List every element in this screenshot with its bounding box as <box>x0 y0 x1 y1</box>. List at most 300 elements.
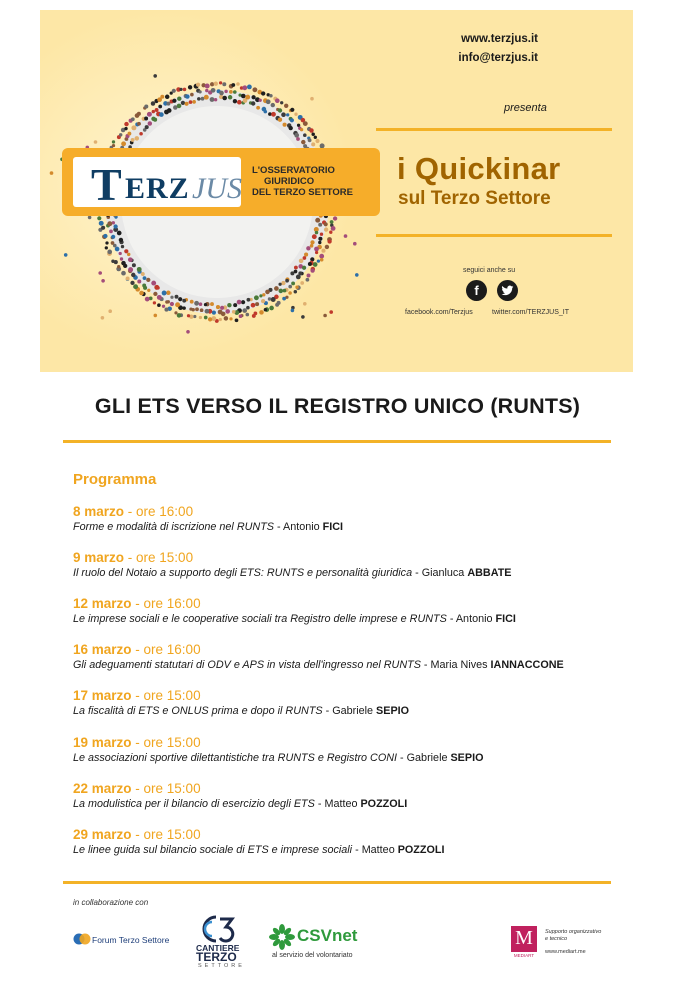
crowd-person <box>190 93 194 97</box>
crowd-person <box>137 112 141 116</box>
crowd-person <box>222 82 226 86</box>
event-time: ore 15:00 <box>143 780 201 796</box>
crowd-person <box>172 89 176 93</box>
crowd-person <box>128 267 133 272</box>
crowd-person <box>112 144 115 147</box>
crowd-person <box>97 216 101 220</box>
crowd-person <box>290 108 294 112</box>
accent-bar-top <box>376 128 612 131</box>
mediart-wordmark: MEDIART <box>513 953 535 958</box>
crowd-person <box>165 95 169 99</box>
speaker-last-name: SEPIO <box>450 751 484 764</box>
crowd-person <box>197 97 201 101</box>
email-link[interactable]: info@terzjus.it <box>458 52 538 64</box>
crowd-person <box>252 314 256 318</box>
crowd-person <box>279 289 284 294</box>
crowd-person <box>121 261 126 266</box>
crowd-person <box>177 96 181 100</box>
crowd-person <box>275 303 279 307</box>
crowd-person <box>131 273 135 277</box>
crowd-person <box>265 290 270 295</box>
crowd-person <box>119 238 123 242</box>
crowd-person <box>166 291 171 296</box>
crowd-person <box>112 140 115 143</box>
crowd-person <box>204 316 208 320</box>
crowd-person <box>245 95 250 100</box>
crowd-person <box>271 112 276 117</box>
crowd-person <box>137 279 141 283</box>
crowd-person <box>310 240 314 244</box>
crowd-person <box>283 123 287 127</box>
crowd-person <box>205 84 210 89</box>
event-date-line: 19 marzo - ore 15:00 <box>73 734 201 750</box>
crowd-person <box>147 289 150 292</box>
crowd-person <box>121 141 126 146</box>
crowd-person <box>320 232 323 235</box>
crowd-person <box>319 254 324 259</box>
crowd-person <box>259 294 262 297</box>
event-topic: Le linee guida sul bilancio sociale di ETS e imprese sociali <box>73 843 353 856</box>
cantiere-text-1: CANTIERE <box>196 943 240 953</box>
twitter-link[interactable]: twitter.com/TERZJUS_IT <box>492 309 570 316</box>
crowd-person <box>280 101 283 104</box>
event-date-line: 12 marzo - ore 16:00 <box>73 596 201 612</box>
speaker-last-name: ABBATE <box>467 567 512 580</box>
crowd-person <box>246 306 250 310</box>
event-date: 8 marzo <box>73 504 125 519</box>
crowd-person <box>242 85 247 90</box>
crowd-person <box>327 239 331 243</box>
terzjus-logo <box>62 148 380 216</box>
logo-tagline-line: GIURIDICO <box>264 176 315 187</box>
crowd-person <box>261 91 265 95</box>
crowd-person <box>210 82 214 86</box>
crowd-person <box>187 314 190 317</box>
crowd-person <box>228 95 233 100</box>
crowd-person <box>152 110 155 113</box>
crowd-person <box>300 281 304 285</box>
crowd-person <box>315 218 320 223</box>
crowd-person <box>321 249 325 253</box>
crowd-person <box>145 125 149 129</box>
csvnet-text: CSVnet <box>297 926 358 945</box>
event-date: 9 marzo <box>73 550 125 566</box>
crowd-person <box>186 330 190 334</box>
crowd-person <box>313 262 318 267</box>
crowd-person <box>264 308 267 311</box>
cantiere-text-2: TERZO <box>196 950 237 964</box>
crowd-person <box>306 246 310 250</box>
crowd-person <box>320 258 324 262</box>
event-topic: Le imprese sociali e le cooperative sociali tra Registro delle imprese e RUNTS <box>73 613 447 626</box>
crowd-person <box>153 118 157 122</box>
event-description: Le associazioni sportive dilettantistiche tra RUNTS e Registro CONI - Gabriele SEPIO <box>73 751 484 764</box>
crowd-person <box>159 112 164 117</box>
crowd-person <box>131 125 136 130</box>
crowd-person <box>154 314 158 318</box>
crowd-person <box>330 220 334 224</box>
crowd-person <box>167 108 172 113</box>
crowd-person <box>101 316 105 320</box>
event-description: La fiscalità di ETS e ONLUS prima e dopo il RUNTS - Gabriele SEPIO <box>73 705 410 718</box>
crowd-person <box>344 234 348 238</box>
event-time: ore 16:00 <box>136 504 194 519</box>
crowd-person <box>308 262 312 266</box>
facebook-icon[interactable]: f <box>466 280 487 301</box>
twitter-icon[interactable] <box>497 280 518 301</box>
crowd-person <box>131 117 135 121</box>
logo-letter-t: T <box>91 159 122 210</box>
crowd-person <box>113 224 117 228</box>
crowd-person <box>233 303 237 307</box>
crowd-person <box>210 97 215 102</box>
event-description: La modulistica per il bilancio di esercizio degli ETS - Matteo POZZOLI <box>73 797 408 810</box>
crowd-person <box>259 310 264 315</box>
crowd-person <box>99 221 104 226</box>
crowd-person <box>259 99 262 102</box>
logo-wordmark-box <box>73 157 242 210</box>
crowd-person <box>264 110 268 114</box>
crowd-person <box>251 95 255 99</box>
crowd-person <box>124 127 127 130</box>
crowd-person <box>212 311 216 315</box>
crowd-person <box>304 253 308 257</box>
crowd-person <box>255 302 259 306</box>
mediart-site: www.mediart.me <box>545 949 586 955</box>
crowd-person <box>88 216 92 220</box>
crowd-person <box>139 132 143 136</box>
event-date-line: 29 marzo - ore 15:00 <box>73 826 201 842</box>
crowd-person <box>303 302 307 306</box>
crowd-person <box>323 314 327 318</box>
crowd-person <box>329 310 333 314</box>
crowd-person <box>107 250 112 255</box>
speaker-last-name: FICI <box>495 613 516 626</box>
crowd-person <box>160 95 164 99</box>
event-date: 17 marzo <box>73 688 132 704</box>
crowd-person <box>275 98 280 103</box>
crowd-person <box>231 83 235 87</box>
crowd-person <box>301 140 305 144</box>
crowd-person <box>251 101 255 105</box>
event-date-line: 9 marzo - ore 15:00 <box>73 550 194 566</box>
crowd-person <box>306 278 310 282</box>
event-date: 12 marzo <box>73 596 132 612</box>
crowd-person <box>131 138 135 142</box>
crowd-person <box>308 138 312 142</box>
crowd-person <box>127 253 130 256</box>
crowd-person <box>190 300 194 304</box>
facebook-link[interactable]: facebook.com/Terzjus <box>405 309 473 316</box>
event-date: 16 marzo <box>73 642 132 658</box>
crowd-person <box>225 309 230 314</box>
crowd-person <box>162 305 165 308</box>
cantiere-text-3: SETTORE <box>198 963 245 969</box>
crowd-person <box>50 171 54 175</box>
crowd-person <box>291 309 295 313</box>
crowd-person <box>154 285 159 290</box>
crowd-person <box>294 290 297 293</box>
quickinar-subtitle: sul Terzo Settore <box>398 188 551 209</box>
crowd-person <box>284 104 288 108</box>
crowd-person <box>211 88 216 93</box>
crowd-person <box>266 99 271 104</box>
crowd-person <box>142 284 146 288</box>
crowd-person <box>296 137 300 141</box>
event-date-line: 17 marzo - ore 15:00 <box>73 688 201 704</box>
crowd-person <box>105 246 108 249</box>
crowd-person <box>278 108 282 112</box>
crowd-person <box>139 291 144 296</box>
event-time: ore 15:00 <box>143 688 201 704</box>
program-event <box>73 503 343 534</box>
event-time: ore 15:00 <box>136 550 194 566</box>
crowd-person <box>108 309 112 313</box>
crowd-person <box>144 117 148 121</box>
crowd-person <box>165 300 168 303</box>
title-underline <box>63 440 611 443</box>
crowd-person <box>181 101 185 105</box>
crowd-person <box>324 227 328 231</box>
crowd-person <box>233 90 237 94</box>
crowd-person <box>175 302 180 307</box>
crowd-person <box>254 295 259 300</box>
crowd-person <box>175 295 179 299</box>
event-time: ore 16:00 <box>143 596 201 612</box>
event-description: Il ruolo del Notaio a supporto degli ETS: RUNTS e personalità giuridica - Gianluca ABBATE <box>73 567 512 580</box>
crowd-person <box>314 247 319 252</box>
crowd-person <box>115 247 120 252</box>
crowd-person <box>147 112 152 117</box>
crowd-person <box>232 310 236 314</box>
speaker-first-name: Antonio <box>283 521 320 533</box>
crowd-person <box>268 297 271 300</box>
event-topic: Gli adeguamenti statutari di ODV e APS in vista dell'ingresso nel RUNTS <box>73 659 421 672</box>
crowd-person <box>162 291 167 296</box>
logo-tagline-line: L'OSSERVATORIO <box>252 165 335 176</box>
crowd-person <box>157 303 161 307</box>
crowd-person <box>247 298 251 302</box>
crowd-person <box>155 108 159 112</box>
crowd-person <box>153 74 157 78</box>
crowd-person <box>241 94 246 99</box>
crowd-person <box>233 99 237 103</box>
crowd-person <box>185 94 189 98</box>
crowd-person <box>331 226 336 231</box>
crowd-person <box>145 297 150 302</box>
crowd-person <box>315 139 319 143</box>
crowd-person <box>111 241 115 245</box>
crowd-person <box>294 133 299 138</box>
crowd-person <box>261 299 265 303</box>
crowd-person <box>111 235 115 239</box>
crowd-person <box>105 241 108 244</box>
crowd-person <box>285 279 289 283</box>
crowd-person <box>317 259 320 262</box>
program-event <box>73 780 407 811</box>
crowd-person <box>120 257 123 260</box>
crowd-person <box>315 251 318 254</box>
crowd-person <box>179 88 182 91</box>
crowd-person <box>182 306 186 310</box>
event-date: 19 marzo <box>73 734 132 750</box>
crowd-person <box>189 307 192 310</box>
crowd-person <box>295 286 298 289</box>
crowd-person <box>237 100 242 105</box>
crowd-person <box>219 81 222 84</box>
crowd-person <box>310 97 314 101</box>
crowd-person <box>300 128 303 131</box>
crowd-person <box>290 118 294 122</box>
crowd-person <box>172 99 176 103</box>
crowd-person <box>185 102 189 106</box>
program-event <box>73 826 445 857</box>
event-topic: La fiscalità di ETS e ONLUS prima e dopo il RUNTS <box>73 705 323 718</box>
crowd-person <box>274 286 279 291</box>
crowd-person <box>325 245 329 249</box>
crowd-person <box>318 237 322 241</box>
logo-letters-erz: ERZ <box>125 172 190 205</box>
crowd-person <box>127 132 131 136</box>
crowd-person <box>333 216 337 220</box>
crowd-person <box>208 317 212 321</box>
crowd-person <box>132 263 136 267</box>
event-description: Le imprese sociali e le cooperative sociali tra Registro delle imprese e RUNTS - Antonio FICI <box>73 613 516 626</box>
crowd-person <box>178 297 182 301</box>
crowd-person <box>174 311 177 314</box>
crowd-person <box>303 121 308 126</box>
event-topic: Le associazioni sportive dilettantistiche tra RUNTS e Registro CONI <box>73 751 398 764</box>
crowd-person <box>269 94 273 98</box>
crowd-person <box>251 303 256 308</box>
crowd-person <box>235 318 239 322</box>
logo-tagline-line: DEL TERZO SETTORE <box>252 187 353 198</box>
event-date-line: 8 marzo - ore 16:00 <box>73 504 194 519</box>
event-description: Forme e modalità di iscrizione nel RUNTS - Antonio FICI <box>73 521 344 533</box>
crowd-person <box>107 221 112 226</box>
crowd-person <box>219 91 224 96</box>
speaker-first-name: Gabriele <box>332 705 374 718</box>
crowd-person <box>151 281 156 286</box>
program-event <box>73 687 409 718</box>
crowd-person <box>128 257 133 262</box>
crowd-person <box>281 112 286 117</box>
mediart-text-2: e tecnico <box>545 936 568 942</box>
crowd-person <box>222 96 227 101</box>
crowd-person <box>130 281 134 285</box>
crowd-person <box>101 279 105 283</box>
website-link[interactable]: www.terzjus.it <box>461 33 538 45</box>
crowd-person <box>303 256 307 260</box>
crowd-person <box>294 266 298 270</box>
follow-label: seguici anche su <box>463 267 516 274</box>
crowd-person <box>311 142 315 146</box>
crowd-person <box>119 133 122 136</box>
crowd-person <box>144 104 148 108</box>
crowd-person <box>288 291 292 295</box>
program-event <box>73 734 483 765</box>
crowd-person <box>318 241 321 244</box>
crowd-person <box>177 104 182 109</box>
event-date-line: 16 marzo - ore 16:00 <box>73 642 201 658</box>
speaker-first-name: Gianluca <box>421 567 465 580</box>
crowd-person <box>205 89 208 92</box>
crowd-person <box>164 308 168 312</box>
crowd-person <box>310 268 314 272</box>
program-label: Programma <box>73 471 157 488</box>
mediart-text-1: Supporto organizzativo <box>545 929 602 935</box>
crowd-person <box>299 259 304 264</box>
crowd-person <box>218 310 223 315</box>
crowd-person <box>135 136 140 141</box>
crowd-person <box>214 82 218 86</box>
crowd-person <box>204 95 209 100</box>
crowd-person <box>198 90 201 93</box>
crowd-person <box>227 303 231 307</box>
crowd-person <box>256 106 260 110</box>
mediart-mark: M <box>511 926 537 952</box>
crowd-person <box>262 293 265 296</box>
crowd-person <box>278 283 281 286</box>
crowd-person <box>310 257 314 261</box>
crowd-person <box>210 302 214 306</box>
crowd-person <box>246 313 250 317</box>
crowd-person <box>157 295 162 300</box>
crowd-person <box>324 222 328 226</box>
crowd-person <box>294 113 297 116</box>
crowd-person <box>194 301 199 306</box>
main-title: GLI ETS VERSO IL REGISTRO UNICO (RUNTS) <box>94 394 581 418</box>
crowd-person <box>182 299 186 303</box>
crowd-person <box>224 316 229 321</box>
crowd-person <box>224 90 227 93</box>
crowd-person <box>314 136 317 139</box>
crowd-person <box>311 133 314 136</box>
crowd-person <box>103 234 107 238</box>
crowd-person <box>236 82 240 86</box>
crowd-person <box>281 281 285 285</box>
speaker-last-name: POZZOLI <box>397 843 445 856</box>
crowd-person <box>199 316 202 319</box>
speaker-first-name: Matteo <box>361 843 395 856</box>
crowd-person <box>288 285 292 289</box>
speaker-first-name: Gabriele <box>406 751 448 764</box>
crowd-person <box>329 231 332 234</box>
logo-tagline <box>252 165 353 198</box>
crowd-person <box>353 242 357 246</box>
collab-label: in collaborazione con <box>73 898 149 907</box>
event-topic: La modulistica per il bilancio di esercizio degli ETS <box>73 797 315 810</box>
crowd-person <box>192 100 196 104</box>
crowd-person <box>177 313 182 318</box>
event-topic: Il ruolo del Notaio a supporto degli ETS: RUNTS e personalità giuridica <box>73 567 413 580</box>
crowd-person <box>193 315 196 318</box>
crowd-person <box>137 122 141 126</box>
event-time: ore 15:00 <box>143 826 201 842</box>
crowd-person <box>290 271 294 275</box>
crowd-person <box>109 230 113 234</box>
crowd-person <box>124 122 128 126</box>
crowd-person <box>151 101 156 106</box>
program-event <box>73 641 564 672</box>
crowd-person <box>117 265 120 268</box>
crowd-person <box>237 300 242 305</box>
cantiere-c3-mark <box>196 914 240 944</box>
crowd-person <box>291 281 295 285</box>
header-banner <box>40 10 633 372</box>
footer-divider <box>63 881 611 884</box>
crowd-person <box>170 302 174 306</box>
